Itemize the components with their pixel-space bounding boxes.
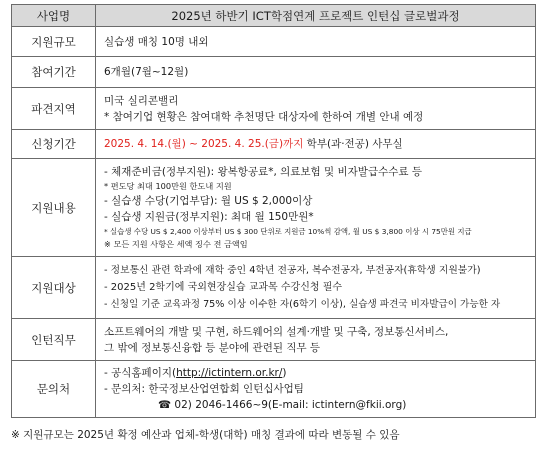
contact-homepage [104, 365, 535, 381]
support-note-reduction: * 실습생 수당 US $ 2,400 이상부터 US $ 300 단위로 지원금 10%씩 감액, 월 US $ 3,800 이상 시 75만원 지급 [104, 227, 472, 236]
contact-cell [96, 361, 536, 418]
table-row-contact [12, 361, 536, 418]
program-info-table [11, 4, 536, 418]
support-item-subsidy: - 실습생 지원금(정부지원): 최대 월 150만원* [104, 211, 314, 223]
period-value: 6개월(7월~12월) [96, 57, 536, 88]
support-label: 지원내용 [12, 159, 96, 257]
support-note-pretax: ※ 모든 지원 사항은 세액 징수 전 금액임 [104, 239, 248, 249]
table-row-scale [12, 27, 536, 57]
header-label-cell: 사업명 [12, 5, 96, 27]
target-item-requirement: - 신청일 기준 교육과정 75% 이상 이수한 자(6학기 이상), 실습생 파견국 비자발급이 가능한 자 [104, 299, 501, 310]
contact-phone-email: ☎ 02) 2046-1466~9(E-mail: ictintern@fkii.org) [158, 399, 407, 411]
apply-cell [96, 130, 536, 159]
region-note: * 참여기업 현황은 참여대학 추천명단 대상자에 한하여 개별 안내 예정 [104, 110, 424, 123]
table-row-duty [12, 319, 536, 361]
region-cell [96, 88, 536, 130]
support-note-oneway: * 편도당 최대 100만원 한도내 지원 [104, 181, 232, 191]
header-title-cell: 2025년 하반기 ICT학점연계 프로젝트 인턴십 글로벌과정 [96, 5, 536, 27]
scale-value: 실습생 매칭 10명 내외 [96, 27, 536, 57]
support-item-prep-fund: - 체재준비금(정부지원): 왕복항공료*, 의료보험 및 비자발급수수료 등 [104, 166, 422, 178]
region-label: 파견지역 [12, 88, 96, 130]
table-row-apply [12, 130, 536, 159]
footnote: ※ 지원규모는 2025년 확정 예산과 업체-학생(대학) 매칭 결과에 따라 변동될 수 있음 [11, 429, 400, 441]
region-location: 미국 실리콘밸리 [104, 94, 179, 107]
contact-label: 문의처 [12, 361, 96, 418]
contact-homepage-prefix: - 공식홈페이지( [104, 367, 177, 379]
table-header-row [12, 5, 536, 27]
target-label: 지원대상 [12, 257, 96, 319]
support-item-allowance: - 실습생 수당(기업부담): 월 US $ 2,000이상 [104, 195, 313, 207]
homepage-link[interactable]: http://ictintern.or.kr/ [176, 367, 283, 379]
table-row-period [12, 57, 536, 88]
target-item-major: - 정보통신 관련 학과에 재학 중인 4학년 전공자, 복수전공자, 부전공자(휴학생 지원불가) [104, 265, 481, 276]
apply-label: 신청기간 [12, 130, 96, 159]
table-row-region [12, 88, 536, 130]
duty-cell [96, 319, 536, 361]
duty-line-1: 소프트웨어의 개발 및 구현, 하드웨어의 설계·개발 및 구축, 정보통신서비스, [104, 325, 449, 338]
duty-line-2: 그 밖에 정보통신융합 등 분야에 관련된 직무 등 [104, 341, 321, 354]
period-label: 참여기간 [12, 57, 96, 88]
contact-org: - 문의처: 한국정보산업연합회 인턴십사업팀 [104, 383, 304, 395]
table-row-support [12, 159, 536, 257]
contact-homepage-suffix: ) [282, 367, 287, 379]
target-cell [96, 257, 536, 319]
table-row-target [12, 257, 536, 319]
support-cell [96, 159, 536, 257]
duty-label: 인턴직무 [12, 319, 96, 361]
apply-date-range: 2025. 4. 14.(월) ~ 2025. 4. 25.(금)까지 [104, 138, 304, 150]
scale-label: 지원규모 [12, 27, 96, 57]
target-item-course: - 2025년 2학기에 국외현장실습 교과목 수강신청 필수 [104, 282, 343, 293]
apply-office: 학부(과·전공) 사무실 [303, 138, 403, 150]
